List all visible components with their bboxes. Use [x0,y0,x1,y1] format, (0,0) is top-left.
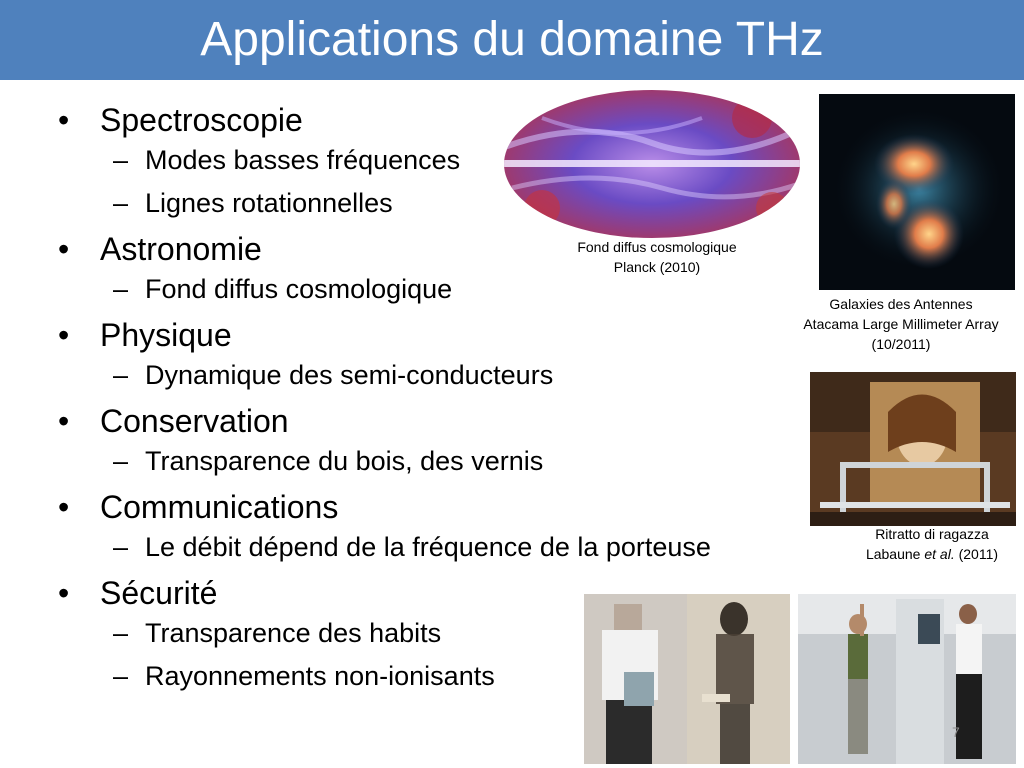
caption-line [850,544,1014,564]
sub-bullet [58,444,818,487]
caption-year: (2011) [954,546,999,562]
bullet-physique [58,315,818,358]
caption-author: Labaune [865,546,925,562]
antennae-galaxies-image [819,94,1015,290]
caption-line: Planck (2010) [613,259,701,275]
sub-bullet-marker: – [113,446,129,476]
sub-bullet-marker: – [113,274,129,304]
airport-scanner-image [798,594,1016,764]
sub-bullet-marker: – [113,661,129,691]
bullet-label: Spectroscopie [100,102,303,138]
bullet-label: Communications [100,489,339,525]
sub-bullet-marker: – [113,618,129,648]
bullet-conservation [58,401,818,444]
bullet-marker: • [58,102,70,138]
painting-scan-image [810,372,1016,526]
bullet-communications [58,487,818,530]
security-scan-image [584,594,790,764]
bullet-label: Physique [100,317,232,353]
bullet-marker: • [58,231,70,267]
sub-bullet-marker: – [113,145,129,175]
sub-bullet-label: Modes basses fréquences [145,145,461,175]
bullet-label: Astronomie [100,231,262,267]
slide-title: Applications du domaine THz [200,13,824,66]
sub-bullet-marker: – [113,360,129,390]
antennae-caption [788,294,1014,354]
caption-line: Fond diffus cosmologique [577,239,737,255]
cmb-caption [552,237,762,277]
caption-line: Ritratto di ragazza [875,526,989,542]
caption-line: Atacama Large Millimeter Array [803,316,999,332]
sub-bullet-label: Transparence des habits [145,618,442,648]
sub-bullet [58,272,818,315]
bullet-marker: • [58,489,70,525]
bullet-label: Conservation [100,403,289,439]
sub-bullet-marker: – [113,188,129,218]
caption-line: Galaxies des Antennes [829,296,973,312]
bullet-marker: • [58,575,70,611]
sub-bullet-label: Fond diffus cosmologique [145,274,453,304]
bullet-label: Sécurité [100,575,218,611]
sub-bullet-label: Le débit dépend de la fréquence de la porteuse [145,532,711,562]
sub-bullet [58,358,818,401]
sub-bullet-label: Dynamique des semi-conducteurs [145,360,554,390]
slide-number: 7 [952,724,960,740]
bullet-marker: • [58,317,70,353]
sub-bullet [58,530,818,573]
bullet-marker: • [58,403,70,439]
sub-bullet-label: Transparence du bois, des vernis [145,446,544,476]
caption-et-al: et al. [924,546,955,562]
sub-bullet-marker: – [113,532,129,562]
sub-bullet-label: Lignes rotationnelles [145,188,393,218]
ritratto-caption [850,524,1014,564]
cmb-sky-map-image [502,88,802,240]
caption-line: (10/2011) [871,336,931,352]
sub-bullet-label: Rayonnements non-ionisants [145,661,495,691]
